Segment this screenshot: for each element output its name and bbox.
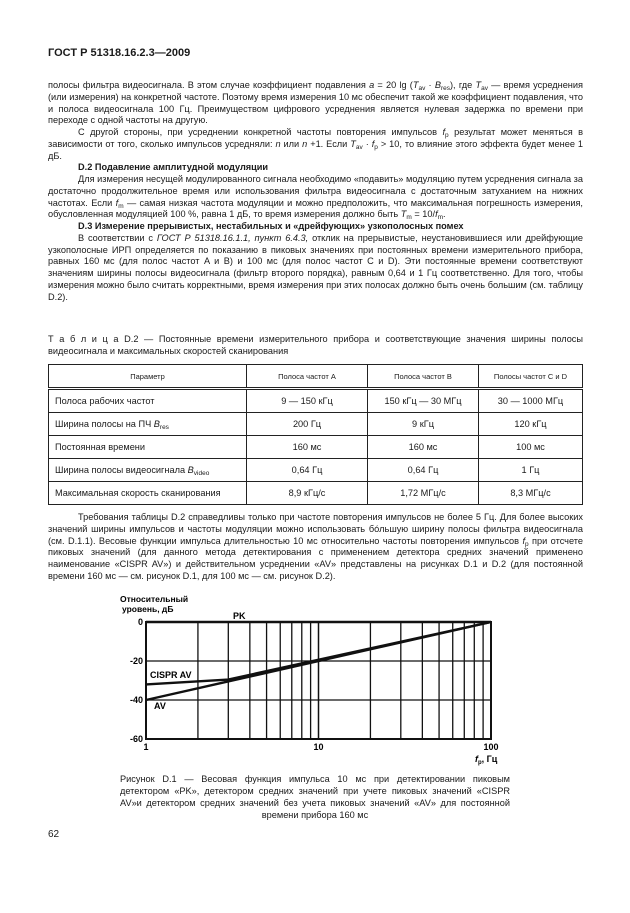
subscript: p (445, 132, 449, 139)
text-segment: = 20 lg ( (374, 80, 413, 90)
value-cell-b: 9 кГц (368, 413, 479, 436)
paragraph (48, 174, 583, 221)
subscript: av (481, 85, 488, 92)
series-label: PK (233, 611, 246, 621)
section-heading-d2 (48, 162, 583, 174)
value-cell-cd: 8,3 МГц/с (479, 482, 583, 505)
subscript: av (355, 143, 363, 151)
column-header: Полоса частот A (247, 365, 368, 389)
value-cell-a: 200 Гц (247, 413, 368, 436)
text-segment: +1. Если (307, 138, 351, 149)
table-caption-prefix: Т а б л и ц а D.2 — (48, 334, 159, 344)
table-header-row (49, 365, 583, 389)
subscript: video (193, 470, 210, 477)
y-axis-label: уровень, дБ (122, 604, 174, 614)
paragraph (48, 80, 583, 127)
text-segment: ), где (450, 80, 476, 90)
text-segment: . (443, 209, 446, 220)
text-segment: D.3 Измерение прерывистых, нестабильных и «дрейфующих» узкополосных помех (78, 221, 464, 231)
text-segment: результат может меняться в зависимости от того, сколько импульсов усредняли: (48, 127, 583, 149)
y-tick-label: -20 (129, 656, 143, 666)
text-segment: f (522, 535, 525, 546)
text-segment: f (435, 209, 438, 220)
paragraph (48, 512, 583, 583)
text-segment: отклик на прерывистые, неустановившиеся или дрейфующие узкополосные ИРП определяется по показанию в пиковых значениях при постоянных времени измерительного прибора, равных 160 мс (для полос частот A и B) и 100 мс (для полос частот C и D). Эти постоянные времени соответствуют значениям ширины полосы видеосигнала (фильтр второго порядка), равным 0,64 и 1 Гц соответственно. Для того, чтобы измерения можно было считать корректными, время измерения при этих полосах должно быть очень большим (см. таблицу D.2). (48, 232, 584, 302)
table-row (49, 459, 583, 482)
table-row (49, 482, 583, 505)
subscript: m (406, 214, 412, 222)
value-cell-a: 0,64 Гц (247, 459, 368, 482)
figure-caption: Рисунок D.1 — Весовая функция импульса 10 мс при детектировании пиковым детектором «PK», детектором средних значений при учете пиковых значений «CISPR AV»и детектором средних значений без учета пиковых значений «AV» для постоянной времени прибора 160 мс (120, 774, 510, 820)
subscript: p (374, 143, 378, 151)
parameter-cell (49, 459, 247, 482)
text-segment: n (302, 138, 308, 149)
parameter-label: Полоса рабочих частот (55, 396, 155, 406)
y-tick-label: -40 (129, 695, 143, 705)
table-caption-text: Постоянные времени измерительного прибора и соответствующие значения ширины полосы видеосигнала и максимальных скоростей сканирования (48, 334, 583, 356)
value-cell-a: 8,9 кГц/с (247, 482, 368, 505)
table-row (49, 436, 583, 459)
x-axis-symbol: f (475, 754, 478, 764)
text-segment: > 10, то влияние этого эффекта будет менее 1 дБ. (48, 138, 584, 161)
symbol: B (187, 465, 194, 475)
page-number: 62 (48, 829, 60, 840)
subscript: p (525, 540, 529, 548)
subscript: res (159, 424, 169, 431)
table-row (49, 413, 583, 436)
x-tick-label: 10 (313, 742, 324, 752)
paragraph (48, 233, 583, 304)
text-segment: ГОСТ Р 51318.16.1.1, пункт 6.4.3, (156, 232, 309, 243)
y-axis-label: Относительный (120, 594, 189, 604)
text-segment: T (400, 209, 407, 220)
subscript: av (418, 85, 426, 92)
x-tick-label: 100 (483, 742, 499, 752)
x-axis-label (475, 754, 498, 766)
parameter-label: Ширина полосы видеосигнала (55, 465, 188, 475)
column-header: Параметр (49, 365, 247, 389)
text-segment: f (442, 127, 446, 137)
text-segment: В соответствии с (78, 232, 157, 243)
subscript: m (437, 214, 444, 222)
value-cell-b: 0,64 Гц (368, 459, 479, 482)
text-segment: при отсчете пиковых значений (для данного метода детектирования с применением детектора средних значений применено наименование «CISPR AV») и действительном усреднении «AV» представлены на рисунках D.1 и D.2 (для постоянной времени 160 мс — см. рисунок D.1, для 100 мс — см. рисунок D.2). (48, 535, 583, 581)
text-segment: — время усреднения (или измерения) на конкретной частоте. Поэтому время измерения 10 мс обеспечит такой же коэффициент подавления, что и полоса видеосигнала 100 Гц. Преимуществом цифрового усреднения является нулевая задержка по времени при переходе с одной частоты на другую. (48, 80, 583, 126)
series-label: AV (154, 701, 166, 711)
column-header: Полоса частот B (368, 365, 479, 389)
parameter-label: Постоянная времени (55, 442, 146, 452)
subscript: res (440, 85, 450, 92)
y-tick-label: -60 (129, 734, 143, 744)
section-heading-d3 (48, 221, 583, 233)
value-cell-cd: 120 кГц (479, 413, 583, 436)
text-segment: = 10/ (411, 209, 436, 220)
value-cell-cd: 30 — 1000 МГц (479, 389, 583, 413)
column-header: Полосы частот C и D (479, 365, 583, 389)
data-table (48, 364, 583, 505)
parameter-cell (49, 436, 247, 459)
parameter-cell (49, 482, 247, 505)
text-segment: T (412, 80, 419, 90)
x-axis-subscript: p (478, 760, 482, 766)
text-segment: n (275, 138, 281, 149)
symbol: B (153, 419, 160, 429)
series-label: CISPR AV (150, 670, 192, 680)
value-cell-a: 160 мс (247, 436, 368, 459)
text-segment: Для измерения несущей модулированного сигнала необходимо «подавить» модуляцию путем усреднения сигнала за достаточно продолжительное время или использования фильтра видеосигнала с достаточным затуханием на нижних частотах. Если (48, 174, 583, 208)
text-segment: · (425, 80, 435, 90)
text-segment: T (475, 80, 482, 90)
text-segment: B (434, 80, 441, 90)
text-segment: T (350, 138, 356, 149)
value-cell-b: 160 мс (368, 436, 479, 459)
parameter-label: Ширина полосы на ПЧ (55, 419, 154, 429)
value-cell-cd: 100 мс (479, 436, 583, 459)
paragraph (48, 127, 583, 162)
table-caption (48, 334, 583, 358)
value-cell-a: 9 — 150 кГц (247, 389, 368, 413)
subscript: m (118, 202, 124, 210)
value-cell-b: 150 кГц — 30 МГц (368, 389, 479, 413)
text-segment: или (280, 138, 303, 149)
text-segment: f (371, 138, 375, 149)
document-header: ГОСТ Р 51318.16.2.3—2009 (48, 47, 191, 59)
y-tick-label: 0 (137, 617, 143, 627)
text-segment: С другой стороны, при усреднении конкретной частоты повторения импульсов (78, 127, 443, 137)
text-segment: полосы фильтра видеосигнала. В этом случае коэффициент подавления (48, 80, 370, 90)
text-segment: f (115, 197, 119, 208)
table-row (49, 389, 583, 413)
parameter-cell (49, 389, 247, 413)
figure-d1-chart (100, 590, 520, 770)
text-segment: D.2 Подавление амплитудной модуляции (78, 162, 269, 173)
text-segment: — самая низкая частота модуляции и можно предположить, что максимальная погрешность измерения, обусловленная модуляцией 100 %, равна 1 дБ, то время измерения должно быть (48, 197, 583, 220)
value-cell-b: 1,72 МГц/с (368, 482, 479, 505)
x-tick-label: 1 (143, 742, 149, 752)
text-segment: · (362, 138, 372, 149)
value-cell-cd: 1 Гц (479, 459, 583, 482)
parameter-cell (49, 413, 247, 436)
text-segment: Требования таблицы D.2 справедливы только при частоте повторения импульсов не более 5 Гц. Для более высоких значений ширины импульсов и частоты модуляции можно использовать бóльшую ширину полосы фильтра видеосигнала (см. D.1.1). Весовые функции импульса длительностью 10 мс относительно частоты повторения импульсов (48, 512, 583, 546)
x-axis-unit: , Гц (481, 754, 498, 764)
parameter-label: Максимальная скорость сканирования (55, 488, 221, 498)
text-segment: a (369, 80, 375, 90)
body-text (48, 80, 583, 303)
